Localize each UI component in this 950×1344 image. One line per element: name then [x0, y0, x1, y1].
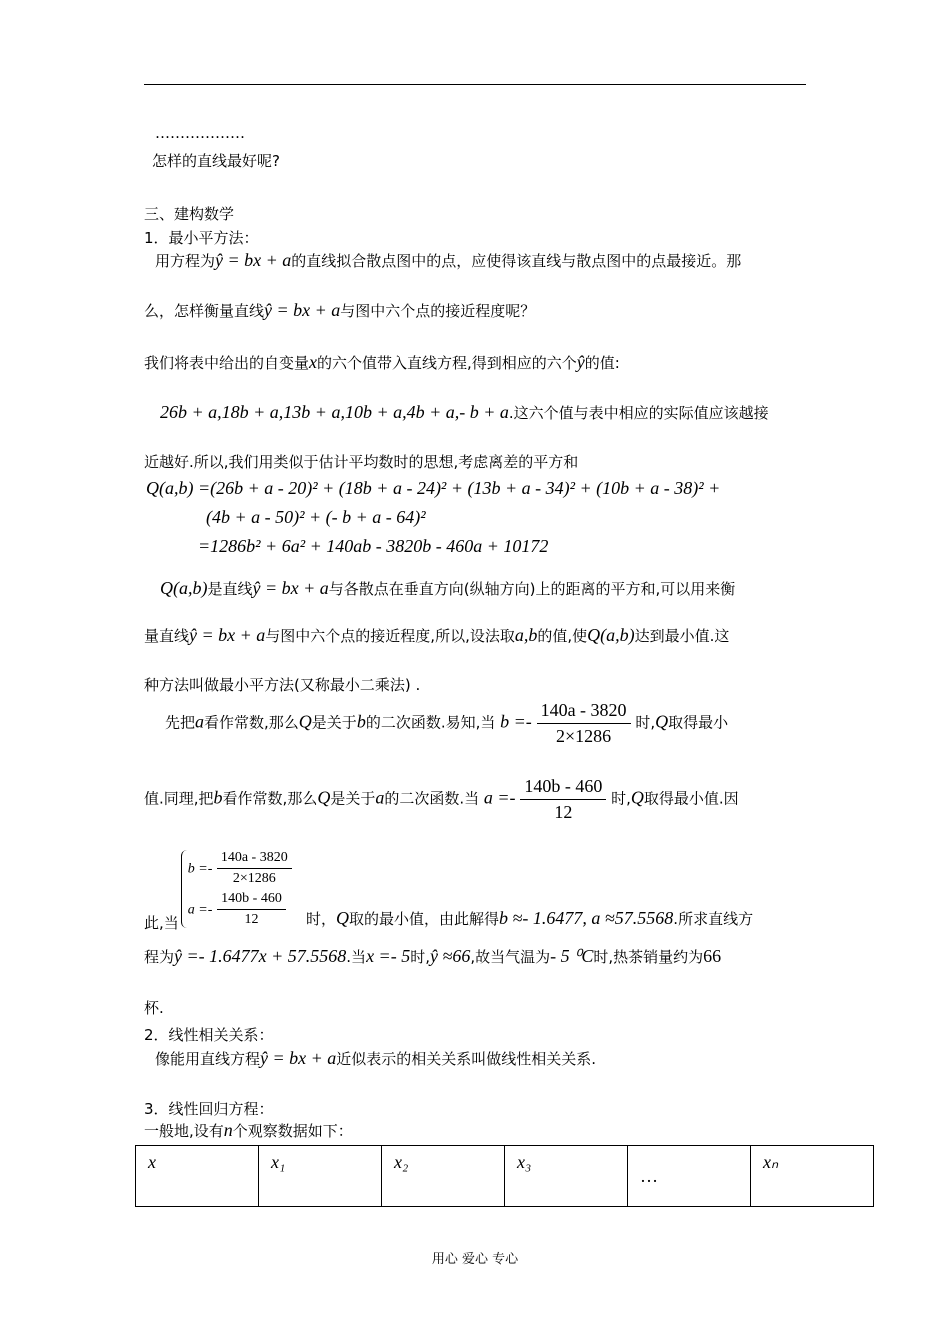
subsection-2-text: 像能用直线方程ŷ = bx + a近似表示的相关关系叫做线性相关关系.	[155, 1048, 597, 1068]
paragraph-7-tail: 时，Q取的最小值，由此解得b ≈- 1.6477, a ≈57.5568.所求直线方	[306, 908, 754, 928]
paragraph-3-line-2: 近越好.所以,我们用类似于估计平均数时的思想,考虑离差的平方和	[144, 453, 579, 471]
paragraph-7: 此,当 b =- $\frac{140a - 3820}{2\times 1286}$ a =- $\frac{140b - 460}{12}$	[144, 850, 292, 928]
paragraph-3-line-1: 26b + a,18b + a,13b + a,10b + a,4b + a,- b + a.这六个值与表中相应的实际值应该越接	[160, 402, 769, 422]
equation-system: b =- $\frac{140a - 3820}{2\times 1286}$ a =- $\frac{140b - 460}{12}$	[181, 850, 292, 928]
paragraph-8: 程为ŷ =- 1.6477x + 57.5568.当x =- 5时,ŷ ≈66,故当气温为- 5 ⁰C时,热茶销量约为66	[144, 946, 722, 966]
section-title: 三、建构数学	[144, 205, 235, 223]
table-cell: x₃	[505, 1146, 628, 1207]
subsection-3-title: 3．线性回归方程：	[144, 1100, 274, 1118]
six-values: 26b + a,18b + a,13b + a,10b + a,4b + a,- b + a	[160, 402, 509, 422]
equation: ŷ = bx + a	[264, 300, 341, 320]
page-footer: 用心 爱心 专心	[431, 1252, 519, 1267]
subsection-2-title: 2．线性相关关系：	[144, 1026, 274, 1044]
paragraph-4-line-1: Q(a,b)是直线ŷ = bx + a与各散点在垂直方向(纵轴方向)上的距离的平方和,可以用来衡	[160, 578, 736, 598]
fraction-b: $\frac{140a - 3820}{2\times 1286}$	[537, 700, 631, 747]
variable-yhat: ŷ	[576, 352, 585, 372]
q-equation-line-1: Q(a,b) =(26b + a - 20)² + (18b + a - 24)² + (13b + a - 34)² + (10b + a - 38)² +	[146, 478, 721, 498]
paragraph-1-line-2: 么，怎样衡量直线ŷ = bx + a与图中六个点的接近程度呢？	[144, 300, 536, 320]
table-cell: x	[136, 1146, 259, 1207]
question-text: 怎样的直线最好呢?	[152, 152, 280, 170]
paragraph-5: 先把a看作常数,那么Q是关于b的二次函数.易知,当 b =- $\frac{140a - 3820}{2\times 1286}$ 时,Q取得最小	[165, 700, 729, 746]
paragraph-8-end: 杯.	[144, 999, 164, 1017]
table-cell: x₂	[382, 1146, 505, 1207]
observation-table	[135, 1145, 874, 1207]
table-cell: xₙ	[751, 1146, 874, 1207]
equation: ŷ = bx + a	[215, 250, 292, 270]
header-rule	[144, 84, 806, 85]
q-equation-line-3: =1286b² + 6a² + 140ab - 3820b - 460a + 10172	[198, 536, 549, 556]
subsection-3-text: 一般地,设有n个观察数据如下：	[144, 1120, 353, 1140]
table-cell: x₁	[259, 1146, 382, 1207]
paragraph-1-line-1: 用方程为ŷ = bx + a的直线拟合散点图中的点，应使得该直线与散点图中的点最接近。那	[155, 250, 742, 270]
variable-x: x	[309, 352, 318, 372]
paragraph-4-line-2: 量直线ŷ = bx + a与图中六个点的接近程度,所以,设法取a,b的值,使Q(a,b)达到最小值.这	[144, 625, 730, 645]
table-row	[136, 1146, 874, 1207]
table-cell: …	[628, 1146, 751, 1207]
paragraph-4-line-3: 种方法叫做最小平方法(又称最小二乘法) .	[144, 676, 421, 694]
q-equation-line-2: (4b + a - 50)² + (- b + a - 64)²	[206, 507, 426, 527]
fraction-a: $\frac{140b - 460}{12}$	[520, 776, 606, 823]
paragraph-2: 我们将表中给出的自变量x的六个值带入直线方程,得到相应的六个ŷ的值:	[144, 352, 620, 372]
subsection-1-title: 1．最小平方法：	[144, 229, 259, 247]
ellipsis-dots: ………………	[155, 124, 245, 142]
paragraph-6: 值.同理,把b看作常数,那么Q是关于a的二次函数.当 a =- $\frac{140b - 460}{12}$ 时,Q取得最小值.因	[144, 776, 739, 822]
